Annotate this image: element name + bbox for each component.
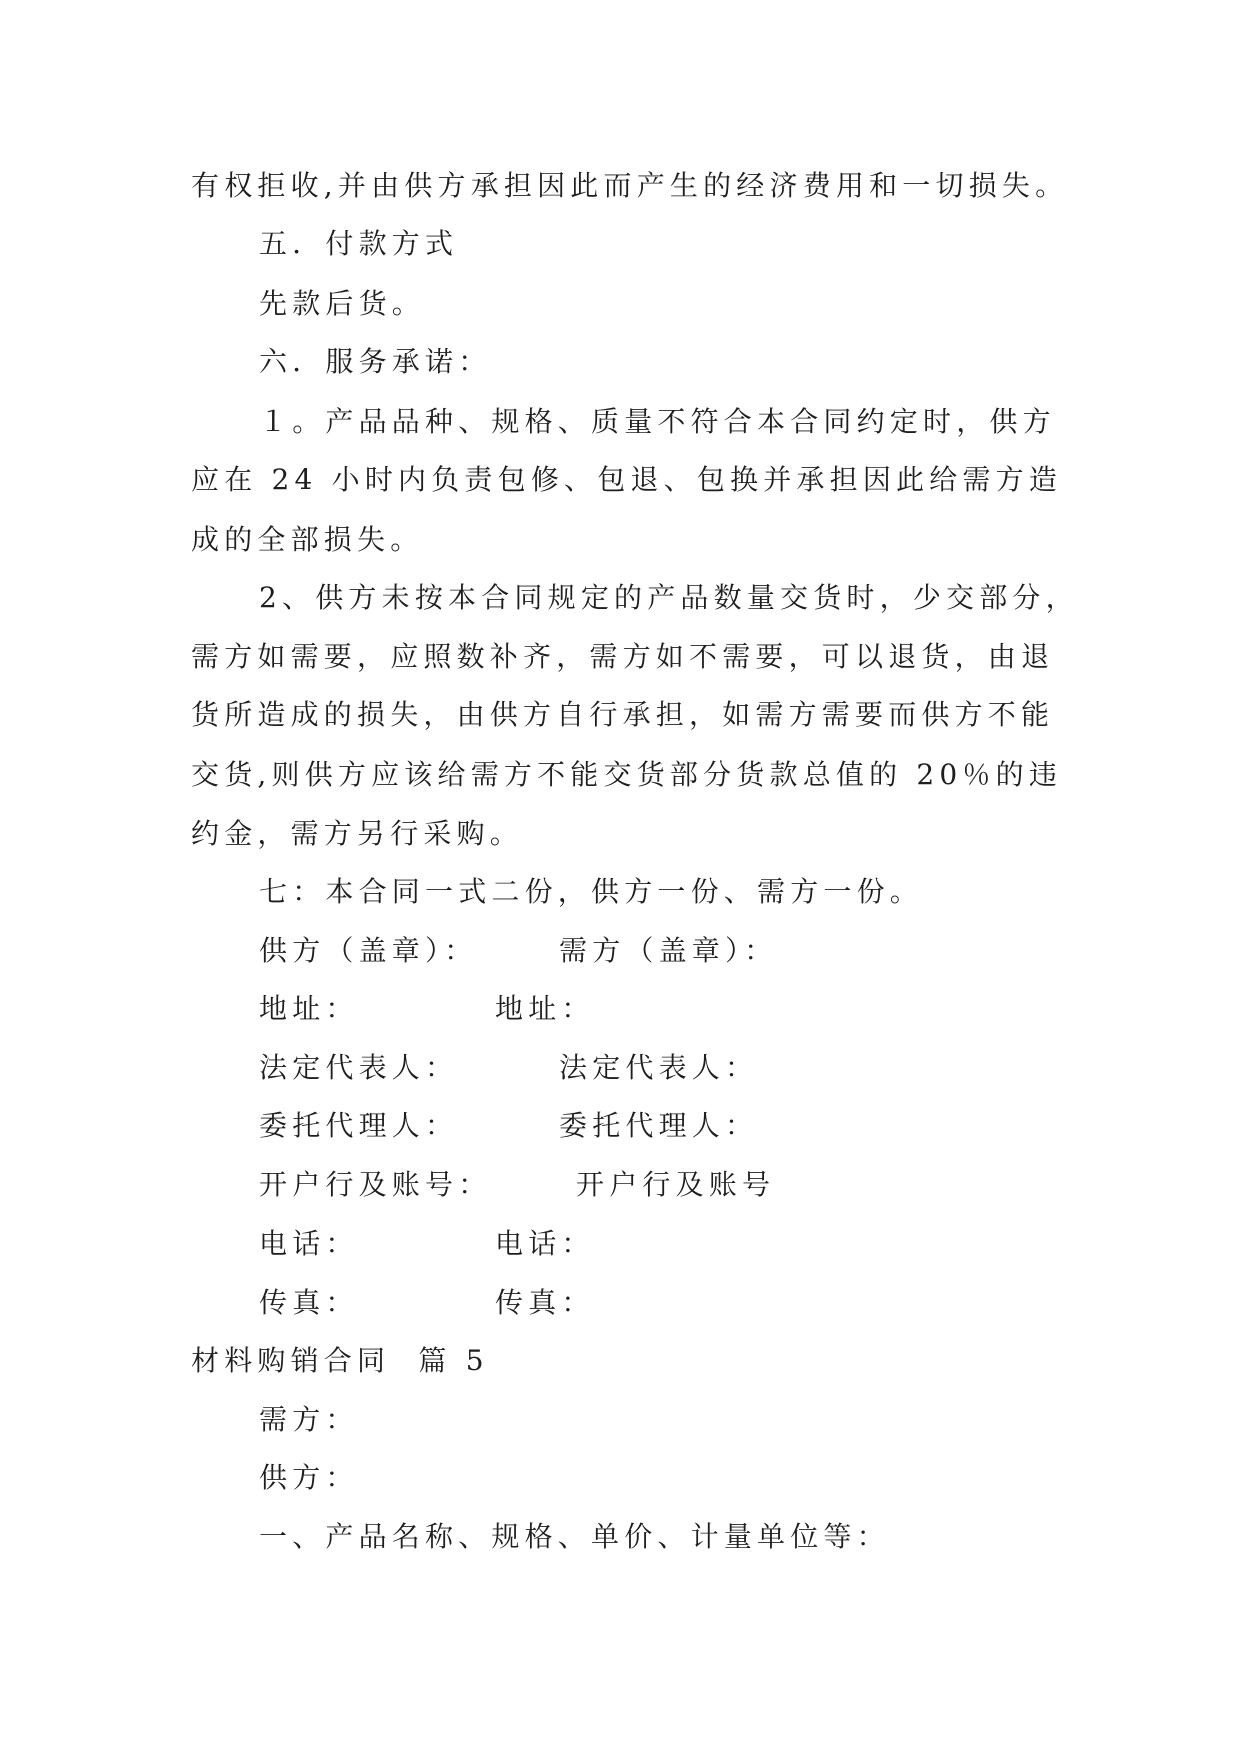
text-line-payment-terms: 先款后货。 — [259, 287, 426, 320]
signature-buyer-fax-label: 传真： — [495, 1286, 595, 1319]
signature-supplier-legal-rep-label: 法定代表人： — [259, 1051, 459, 1084]
section-heading-service-commitment: 六．服务承诺： — [259, 345, 492, 378]
text-line-copies-clause: 七：本合同一式二份，供方一份、需方一份。 — [259, 875, 924, 908]
signature-buyer-legal-rep-label: 法定代表人： — [559, 1051, 759, 1084]
text-line-commitment-2-d: 交货,则供方应该给需方不能交货部分货款总值的 20％的违 — [191, 758, 1063, 791]
signature-buyer-seal-label: 需方（盖章）： — [559, 934, 778, 967]
signature-supplier-address-label: 地址： — [259, 992, 359, 1025]
signature-supplier-fax-label: 传真： — [259, 1286, 359, 1319]
text-line-commitment-1-b: 应在 24 小时内负责包修、包退、包换并承担因此给需方造 — [191, 463, 1063, 496]
signature-buyer-phone-label: 电话： — [495, 1227, 595, 1260]
next-contract-title: 材料购销合同 篇 5 — [191, 1344, 489, 1377]
signature-supplier-bank-account-label: 开户行及账号： — [259, 1168, 492, 1201]
next-contract-buyer-label: 需方： — [259, 1403, 359, 1436]
signature-buyer-agent-label: 委托代理人： — [559, 1109, 759, 1142]
text-line-commitment-1-c: 成的全部损失。 — [191, 523, 424, 556]
signature-supplier-phone-label: 电话： — [259, 1227, 359, 1260]
text-line-rejection-clause: 有权拒收,并由供方承担因此而产生的经济费用和一切损失。 — [191, 169, 1069, 202]
signature-buyer-bank-account-label: 开户行及账号 — [576, 1168, 776, 1201]
text-line-commitment-1-a: １。产品品种、规格、质量不符合本合同约定时，供方 — [259, 405, 1056, 438]
section-heading-payment-method: 五．付款方式 — [259, 227, 459, 260]
text-line-commitment-2-e: 约金，需方另行采购。 — [191, 817, 524, 850]
next-contract-supplier-label: 供方： — [259, 1461, 359, 1494]
signature-supplier-seal-label: 供方（盖章）： — [259, 934, 478, 967]
text-line-commitment-2-c: 货所造成的损失，由供方自行承担，如需方需要而供方不能 — [191, 698, 1055, 731]
signature-supplier-agent-label: 委托代理人： — [259, 1109, 459, 1142]
next-contract-section-1-heading: 一、产品名称、规格、单价、计量单位等： — [259, 1520, 890, 1553]
text-line-commitment-2-b: 需方如需要，应照数补齐，需方如不需要，可以退货，由退 — [191, 640, 1055, 673]
text-line-commitment-2-a: 2、供方未按本合同规定的产品数量交货时，少交部分， — [259, 581, 1079, 614]
signature-buyer-address-label: 地址： — [495, 992, 595, 1025]
